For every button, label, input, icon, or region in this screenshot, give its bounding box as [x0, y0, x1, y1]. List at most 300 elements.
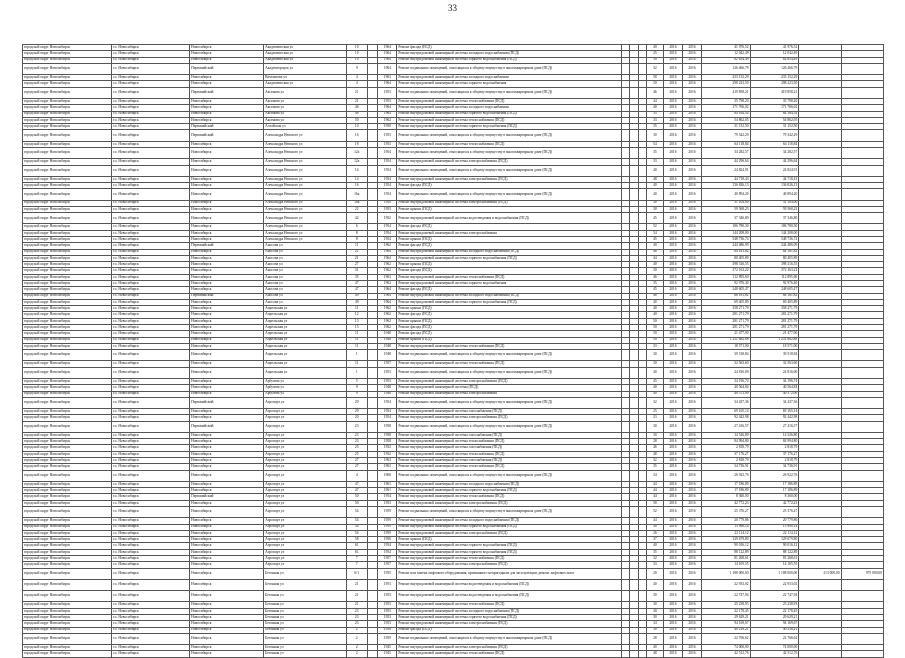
table-cell: 25 [346, 451, 367, 457]
table-cell: 2016 [682, 81, 701, 87]
table-cell: Ремонт подвальных помещений, относящихся к общему имуществу в многоквартирном доме (ПСД) [397, 350, 621, 361]
table-cell: Новосибирск [190, 651, 264, 657]
table-cell: Новосибирск [190, 287, 264, 293]
table-cell: Аносова ул [264, 281, 347, 287]
table-cell: 23 [346, 614, 367, 620]
table-cell: 2016 [663, 87, 682, 98]
table-cell: 2016 [682, 281, 701, 287]
table-cell: 1959 [378, 524, 397, 530]
table-cell: 1954 [378, 494, 397, 500]
table-row [23, 421, 884, 432]
table-cell: Аэропорт ул [264, 439, 347, 445]
table-cell: Первомайский [190, 293, 264, 299]
table-cell: 2016 [663, 213, 682, 224]
table-cell: 2016 [682, 287, 701, 293]
table-row [23, 591, 884, 602]
table-cell: Аксенова ул [264, 111, 347, 117]
table-cell: Ремонт подвальных помещений, относящихся к общему имуществу в многоквартирном доме (ПСД) [397, 470, 621, 481]
table-cell: 2016 [663, 230, 682, 236]
table-cell: 244 486,09 [701, 243, 750, 249]
table-cell: 33 [646, 562, 663, 568]
table-cell: 2016 [682, 591, 701, 602]
table-cell: 2016 [663, 81, 682, 87]
table-cell: 298 223,50 [701, 81, 750, 87]
table-cell: 2016 [663, 318, 682, 324]
table-cell: 1957 [378, 555, 397, 561]
table-cell: 90 016,12 [750, 543, 799, 549]
table-cell [367, 165, 378, 176]
table-cell: городской округ Новосибирск [23, 224, 112, 230]
table-cell: городской округ Новосибирск [23, 299, 112, 305]
table-cell: 17 186,89 [701, 488, 750, 494]
table-cell [638, 568, 646, 579]
table-cell: городской округ Новосибирск [23, 105, 112, 111]
table-cell: Новосибирск [190, 343, 264, 349]
table-cell: городской округ Новосибирск [23, 591, 112, 602]
table-cell: Ремонт крыши (ПСД) [397, 262, 621, 268]
table-cell: г.о. Новосибирск [111, 111, 189, 117]
table-cell: г.о. Новосибирск [111, 530, 189, 536]
table-cell: г.о. Новосибирск [111, 494, 189, 500]
table-cell: 12а [346, 147, 367, 158]
table-cell: Ремонт фасада (ПСД) [397, 268, 621, 274]
table-cell: 1964 [378, 57, 397, 63]
table-cell: 2016 [663, 391, 682, 397]
table-cell: 32 [646, 458, 663, 464]
table-cell: Новосибирск [190, 268, 264, 274]
table-cell: Александра Невского ул [264, 230, 347, 236]
table-cell: г.о. Новосибирск [111, 87, 189, 98]
table-cell: 2016 [682, 537, 701, 543]
table-cell [621, 470, 629, 481]
table-cell: 30 [646, 627, 663, 633]
table-cell: 46 [646, 445, 663, 451]
table-cell: городской округ Новосибирск [23, 633, 112, 644]
table-cell: 2016 [663, 579, 682, 590]
table-cell: 2016 [663, 224, 682, 230]
table-cell [630, 367, 638, 378]
table-cell: Аэропорт ул [264, 432, 347, 438]
table-cell: 42 512,76 [701, 651, 750, 657]
table-cell: 2 818,79 [750, 458, 799, 464]
table-cell: Новосибирск [190, 608, 264, 614]
table-cell: г.о. Новосибирск [111, 255, 189, 261]
table-cell: Новосибирск [190, 445, 264, 451]
table-cell: 186 780,30 [750, 224, 799, 230]
table-cell: Новосибирск [190, 645, 264, 651]
table-cell: 2016 [663, 549, 682, 555]
table-cell [367, 350, 378, 361]
table-cell: 50 [646, 318, 663, 324]
table-cell: Ремонт фасада (ПСД) [397, 331, 621, 337]
table-cell: 30 [646, 524, 663, 530]
table-cell: 50 [346, 117, 367, 123]
table-cell: 40 [646, 45, 663, 51]
table-cell: 1945 [378, 651, 397, 657]
table-cell: Ремонт внутридомовой инженерной системы электроснабжения (ПСД) [397, 562, 621, 568]
table-cell: 2016 [682, 568, 701, 579]
table-cell: 54 [346, 530, 367, 536]
table-row [23, 367, 884, 378]
table-cell: г.о. Новосибирск [111, 562, 189, 568]
table-cell: г.о. Новосибирск [111, 165, 189, 176]
table-cell: Ремонт внутридомовой инженерной системы горячего водоснабжения (ПСД) [397, 57, 621, 63]
table-cell: 32 [646, 555, 663, 561]
table-cell: 11 [346, 343, 367, 349]
table-cell [638, 651, 646, 657]
table-cell [621, 591, 629, 602]
table-cell: 1961 [378, 481, 397, 487]
table-cell: г.о. Новосибирск [111, 268, 189, 274]
table-cell [799, 189, 841, 200]
table-cell: 22 178,45 [701, 608, 750, 614]
table-cell: г.о. Новосибирск [111, 249, 189, 255]
table-cell: 48 [646, 451, 663, 457]
table-cell: городской округ Новосибирск [23, 51, 112, 57]
table-cell [621, 189, 629, 200]
table-cell: Бетонная ул [264, 608, 347, 614]
table-cell: Ремонт внутридомовой инженерной системы теплоснабжения (ПСД) [397, 464, 621, 470]
table-cell: городской округ Новосибирск [23, 213, 112, 224]
table-cell: городской округ Новосибирск [23, 421, 112, 432]
table-cell: 1962 [378, 312, 397, 318]
table-cell: 2016 [682, 549, 701, 555]
table-cell: 27 [346, 458, 367, 464]
table-cell: 32 [646, 397, 663, 408]
table-cell: 2016 [663, 621, 682, 627]
table-cell: 1953 [378, 378, 397, 384]
table-cell: Ремонт внутридомовой инженерной системы газоснабжения (ПСД) [397, 445, 621, 451]
table-cell: городской округ Новосибирск [23, 350, 112, 361]
table-cell: 48 [346, 111, 367, 117]
table-cell: 2016 [663, 451, 682, 457]
table-cell: Новосибирск [190, 537, 264, 543]
table-row [23, 147, 884, 158]
table-cell: 40 [646, 312, 663, 318]
table-cell: 16а [346, 189, 367, 200]
table-cell: Аносова ул [264, 299, 347, 305]
table-cell: Новосибирск [190, 543, 264, 549]
table-cell: городской округ Новосибирск [23, 331, 112, 337]
table-cell: Ремонт внутридомовой инженерной системы электроснабжения (ПСД) [397, 415, 621, 421]
table-cell: 40 [646, 608, 663, 614]
table-cell: городской округ Новосибирск [23, 312, 112, 318]
table-cell: 2016 [663, 378, 682, 384]
table-cell: 18 [346, 141, 367, 147]
table-cell [841, 633, 883, 644]
table-cell: 35 [646, 124, 663, 130]
table-cell: г.о. Новосибирск [111, 262, 189, 268]
table-cell: 25 238,93 [750, 602, 799, 608]
table-cell [638, 130, 646, 141]
table-cell: Ремонт внутридомовой инженерной системы газоснабжения (ПСД) [397, 458, 621, 464]
table-cell: 30 [646, 57, 663, 63]
table-cell: 40 [646, 579, 663, 590]
table-cell: 59 568,23 [701, 206, 750, 212]
table-cell: Ремонт внутридомовой инженерной системы горячего водоснабжения (ПСД) [397, 614, 621, 620]
table-cell: 22 [346, 206, 367, 212]
table-cell: 2016 [682, 488, 701, 494]
table-cell: 281 271,79 [750, 318, 799, 324]
table-cell: Ремонт внутридомовой инженерной системы горячего водоснабжения (ПСД) [397, 255, 621, 261]
table-cell: Новосибирск [190, 385, 264, 391]
table-cell: 2016 [663, 432, 682, 438]
table-cell: 20 779,86 [750, 518, 799, 524]
table-cell [841, 397, 883, 408]
table-cell: 2016 [682, 243, 701, 249]
table-cell: 44 [646, 481, 663, 487]
table-cell: 48 [646, 651, 663, 657]
table-cell: 2016 [682, 200, 701, 206]
table-cell: 975 000,00 [841, 568, 883, 579]
table-cell: 2016 [682, 57, 701, 63]
table-cell: 25 [646, 51, 663, 57]
table-cell: г.о. Новосибирск [111, 543, 189, 549]
table-cell: г.о. Новосибирск [111, 312, 189, 318]
table-cell [841, 367, 883, 378]
table-cell: 6/1 [346, 568, 367, 579]
table-cell: Ремонт внутридомовой инженерной системы электроснабжения [397, 230, 621, 236]
table-cell: 2016 [663, 117, 682, 123]
table-cell: г.о. Новосибирск [111, 555, 189, 561]
table-cell: 40 [646, 262, 663, 268]
table-cell: 2016 [663, 445, 682, 451]
table-cell: 2016 [663, 176, 682, 182]
table-cell: 14 [346, 176, 367, 182]
table-cell: Александра Невского ул [264, 165, 347, 176]
table-cell: Новосибирск [190, 105, 264, 111]
table-cell: Новосибирск [190, 350, 264, 361]
table-cell: 15 [346, 324, 367, 330]
table-cell: 1954 [378, 183, 397, 189]
table-cell [841, 579, 883, 590]
table-cell: г.о. Новосибирск [111, 51, 189, 57]
table-cell: 2016 [682, 562, 701, 568]
table-cell: г.о. Новосибирск [111, 500, 189, 506]
table-cell [799, 367, 841, 378]
table-cell: 35 [646, 281, 663, 287]
table-cell: 54 [646, 230, 663, 236]
table-cell: 2016 [682, 312, 701, 318]
table-cell: г.о. Новосибирск [111, 481, 189, 487]
table-row [23, 130, 884, 141]
table-cell [630, 591, 638, 602]
table-cell: 248 605,47 [750, 287, 799, 293]
table-cell: 1954 [378, 200, 397, 206]
table-cell [799, 87, 841, 98]
table-cell: 47 [346, 287, 367, 293]
table-cell: Ремонт внутридомовой инженерной системы электроснабжения [397, 391, 621, 397]
table-cell: 2016 [682, 343, 701, 349]
table-cell: 2016 [682, 293, 701, 299]
table-cell: 2016 [663, 602, 682, 608]
table-cell: 33 [646, 117, 663, 123]
table-cell: Ремонт внутридомовой инженерной системы теплоснабжения (ПСД) [397, 451, 621, 457]
table-cell: 10 [346, 45, 367, 51]
table-cell: Ремонт подвальных помещений, относящихся к общему имуществу в многоквартирном доме (ПСД) [397, 63, 621, 74]
table-cell: 12 042,49 [701, 51, 750, 57]
table-cell [841, 470, 883, 481]
table-cell: Апрельская ул [264, 312, 347, 318]
table-cell: Новосибирск [190, 591, 264, 602]
table-cell [367, 651, 378, 657]
table-cell: 1958 [378, 432, 397, 438]
table-cell: Ремонт внутридомовой инженерной системы горячего водоснабжения (ПСД) [397, 549, 621, 555]
table-cell: г.о. Новосибирск [111, 200, 189, 206]
table-cell: 35 [646, 147, 663, 158]
table-cell: г.о. Новосибирск [111, 361, 189, 367]
table-cell: 27 [346, 464, 367, 470]
table-cell: 28 [646, 633, 663, 644]
table-cell [638, 633, 646, 644]
table-cell: г.о. Новосибирск [111, 57, 189, 63]
table-cell: Бетонная ул [264, 614, 347, 620]
table-cell: Новосибирск [190, 391, 264, 397]
table-cell: 2016 [663, 367, 682, 378]
table-cell: 25 [346, 445, 367, 451]
table-cell: 92 442,98 [701, 415, 750, 421]
table-cell: 23 [646, 415, 663, 421]
table-cell: Апрельская ул [264, 306, 347, 312]
table-cell: 1964 [378, 105, 397, 111]
table-cell: Ремонт внутридомовой инженерной системы горячего водоснабжения (ПСД) [397, 124, 621, 130]
table-cell: городской округ Новосибирск [23, 130, 112, 141]
table-cell: Новосибирск [190, 45, 264, 51]
table-cell: 1963 [378, 274, 397, 280]
table-cell: Первомайский [190, 124, 264, 130]
table-cell: г.о. Новосибирск [111, 537, 189, 543]
table-cell: 2 [346, 651, 367, 657]
table-cell: Ремонт фасада (ПСД) [397, 183, 621, 189]
table-cell: 34 196,74 [750, 378, 799, 384]
table-cell: городской округ Новосибирск [23, 293, 112, 299]
table-cell: г.о. Новосибирск [111, 518, 189, 524]
table-cell: 2016 [663, 361, 682, 367]
table-row [23, 165, 884, 176]
table-cell: городской округ Новосибирск [23, 200, 112, 206]
table-cell: г.о. Новосибирск [111, 409, 189, 415]
table-cell: Ремонт внутридомовой инженерной системы теплоснабжения (ПСД) [397, 555, 621, 561]
table-row [23, 633, 884, 644]
table-cell [841, 591, 883, 602]
table-cell: г.о. Новосибирск [111, 651, 189, 657]
table-cell: Аэропорт ул [264, 530, 347, 536]
table-cell: Ремонт крыши (ПСД) [397, 337, 621, 343]
table-cell: городской округ Новосибирск [23, 75, 112, 81]
table-cell [630, 633, 638, 644]
table-cell: 27 416,57 [750, 421, 799, 432]
table-cell: 2016 [663, 543, 682, 549]
table-cell: 2016 [663, 530, 682, 536]
table-cell: 45 [646, 378, 663, 384]
table-cell [367, 421, 378, 432]
table-cell: Академическая ул [264, 45, 347, 51]
table-cell: 46 [646, 87, 663, 98]
table-cell: Ремонт внутридомовой инженерной системы теплоснабжения (ПСД) [397, 651, 621, 657]
table-cell: Ремонт внутридомовой инженерной системы холодного водоснабжения [397, 75, 621, 81]
table-cell: Новосибирск [190, 562, 264, 568]
table-cell: 1964 [378, 287, 397, 293]
table-cell: Апрельская ул [264, 318, 347, 324]
table-cell: г.о. Новосибирск [111, 507, 189, 518]
table-cell: 49 [346, 299, 367, 305]
table-cell: г.о. Новосибирск [111, 293, 189, 299]
table-cell: Апрельская ул [264, 361, 347, 367]
table-cell: 2016 [663, 385, 682, 391]
table-cell: городской округ Новосибирск [23, 518, 112, 524]
table-cell: 88 122,89 [701, 549, 750, 555]
table-cell: городской округ Новосибирск [23, 549, 112, 555]
table-cell [799, 591, 841, 602]
table-cell: Бетонная ул [264, 621, 347, 627]
table-cell: 1960 [378, 470, 397, 481]
table-cell: 40 894,20 [750, 189, 799, 200]
table-cell: 20 [346, 415, 367, 421]
table-cell: 31 152,50 [701, 124, 750, 130]
table-cell: 2016 [682, 117, 701, 123]
table-cell [367, 63, 378, 74]
table-cell: 281 271,79 [701, 312, 750, 318]
table-cell: 14 526,80 [701, 432, 750, 438]
table-cell: 30 [646, 130, 663, 141]
table-cell: г.о. Новосибирск [111, 63, 189, 74]
table-cell: 44 718,43 [701, 176, 750, 182]
table-cell [630, 507, 638, 518]
table-cell: городской округ Новосибирск [23, 230, 112, 236]
table-cell: 34 736,91 [750, 464, 799, 470]
table-cell: 21 [346, 98, 367, 104]
table-cell [841, 63, 883, 74]
table-cell: 4 [346, 470, 367, 481]
table-cell: Апрельская ул [264, 324, 347, 330]
table-cell: 79 342,29 [750, 130, 799, 141]
table-cell [841, 189, 883, 200]
table-cell: Апрельская ул [264, 367, 347, 378]
table-cell: г.о. Новосибирск [111, 213, 189, 224]
table-cell: 54 862,05 [701, 117, 750, 123]
table-cell: Новосибирск [190, 481, 264, 487]
table-cell: 68 181,82 [701, 293, 750, 299]
table-cell [621, 147, 629, 158]
table-cell: Аносова ул [264, 293, 347, 299]
capital-repair-table [22, 44, 884, 658]
table-cell [367, 367, 378, 378]
table-cell: 40 [646, 165, 663, 176]
table-cell: 2016 [682, 111, 701, 117]
table-cell: Новосибирск [190, 274, 264, 280]
table-cell: городской округ Новосибирск [23, 530, 112, 536]
table-cell: 2016 [663, 287, 682, 293]
table-cell: г.о. Новосибирск [111, 287, 189, 293]
table-cell: г.о. Новосибирск [111, 159, 189, 165]
table-cell: 248 605,47 [701, 287, 750, 293]
table-cell: 18 571,00 [750, 343, 799, 349]
table-cell: 14 [346, 165, 367, 176]
table-cell: 74 000,00 [750, 645, 799, 651]
table-cell: Бетонная ул [264, 651, 347, 657]
table-cell: 35 [646, 549, 663, 555]
table-cell: г.о. Новосибирск [111, 206, 189, 212]
table-cell: 2016 [682, 98, 701, 104]
table-cell: 2016 [682, 524, 701, 530]
table-cell: 2016 [663, 645, 682, 651]
table-cell [621, 633, 629, 644]
table-cell: городской округ Новосибирск [23, 281, 112, 287]
table-cell: 1962 [378, 324, 397, 330]
table-cell: городской округ Новосибирск [23, 621, 112, 627]
table-cell: г.о. Новосибирск [111, 237, 189, 243]
table-cell: г.о. Новосибирск [111, 608, 189, 614]
